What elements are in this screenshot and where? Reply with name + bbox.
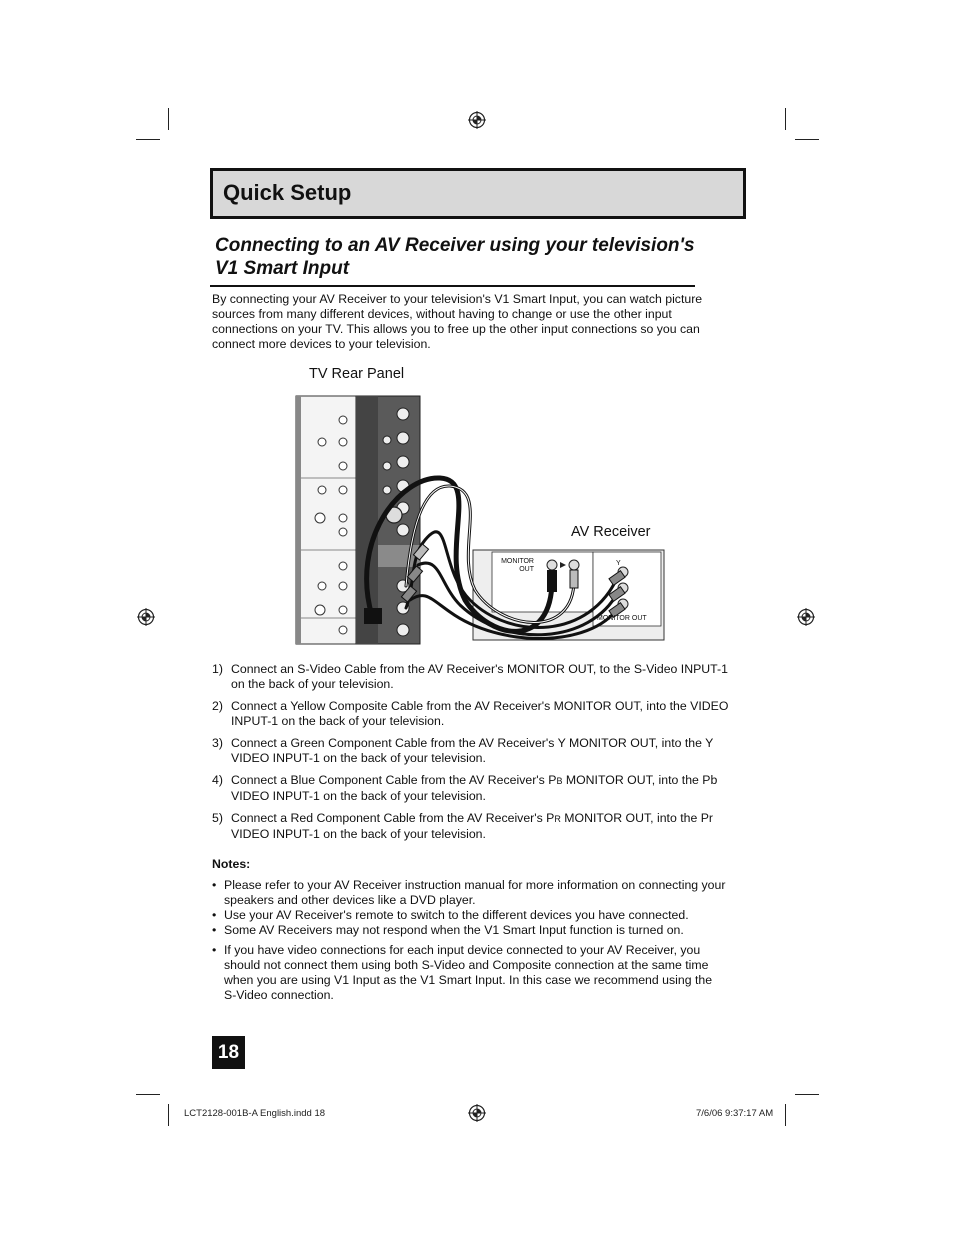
svideo-plug-receiver [547, 570, 557, 592]
composite-plug-receiver [570, 570, 578, 588]
step-text: Connect a Blue Component Cable from the AV Receiver's P [231, 773, 557, 787]
monitor-out-line: OUT [519, 566, 534, 573]
step-number: 3) [212, 736, 223, 750]
crop-mark [136, 1094, 160, 1095]
registration-mark-icon [468, 111, 486, 129]
intro-line: sources from many different devices, without having to change or use the other input [212, 307, 672, 321]
bullet: • [212, 878, 217, 892]
intro-paragraph [212, 292, 742, 352]
av-receiver-label: AV Receiver [571, 524, 651, 540]
footer-timestamp: 7/6/06 9:37:17 AM [696, 1108, 774, 1119]
step-line: Connect a Yellow Composite Cable from the AV Receiver's MONITOR OUT, into the VIDEO [231, 699, 729, 713]
tv-rear-panel-label: TV Rear Panel [309, 366, 405, 382]
crop-mark [168, 1104, 169, 1126]
step-line: VIDEO INPUT-1 on the back of your television. [231, 751, 486, 765]
note-line: Some AV Receivers may not respond when the V1 Smart Input function is turned on. [224, 923, 684, 937]
title-underline [210, 285, 695, 287]
component-monitor-out-label: MONITOR OUT [597, 615, 647, 622]
subscript-r: R [554, 814, 561, 824]
note-line: Use your AV Receiver's remote to switch to the different devices you have connected. [224, 908, 689, 922]
step-line: VIDEO INPUT-1 on the back of your television. [231, 827, 486, 841]
step-line: Connect a Green Component Cable from the AV Receiver's Y MONITOR OUT, into the Y [231, 736, 714, 750]
bullet: • [212, 943, 217, 957]
note-line: S-Video connection. [224, 988, 334, 1002]
section-title [215, 234, 705, 280]
footer-file-name: LCT2128-001B-A English.indd 18 [184, 1108, 326, 1119]
monitor-out-label [490, 558, 534, 574]
note-line: If you have video connections for each input device connected to your AV Receiver, you [224, 943, 701, 957]
page-title: Quick Setup [223, 180, 352, 205]
notes-heading: Notes: [212, 857, 251, 871]
connection-diagram [290, 390, 670, 648]
step-line: INPUT-1 on the back of your television. [231, 714, 445, 728]
registration-mark-icon [468, 1104, 486, 1122]
step-number: 5) [212, 811, 223, 825]
monitor-out-line: MONITOR [501, 558, 534, 565]
intro-line: connections on your TV. This allows you to free up the other input connections so you can [212, 322, 700, 336]
crop-mark [785, 108, 786, 130]
tv-panel-edge [296, 396, 301, 644]
crop-mark [795, 139, 819, 140]
step-number: 1) [212, 662, 223, 676]
registration-mark-icon [797, 608, 815, 626]
subscript-b: B [556, 776, 563, 786]
crop-mark [136, 139, 160, 140]
step-line: VIDEO INPUT-1 on the back of your television. [231, 789, 486, 803]
step-item [212, 811, 744, 842]
step-number: 4) [212, 773, 223, 787]
notes-list [212, 878, 744, 1003]
step-text: MONITOR OUT, into the Pr [560, 811, 714, 825]
page-number: 18 [212, 1036, 245, 1069]
note-line: should not connect them using both S-Video and Composite connection at the same time [224, 958, 709, 972]
step-text: MONITOR OUT, into the Pb [562, 773, 718, 787]
step-text: Connect a Red Component Cable from the AV Receiver's P [231, 811, 555, 825]
steps-list [212, 662, 744, 849]
step-number: 2) [212, 699, 223, 713]
step-item [212, 773, 744, 804]
bullet: • [212, 908, 217, 922]
section-title-line: V1 Smart Input [215, 258, 350, 279]
intro-line: By connecting your AV Receiver to your television's V1 Smart Input, you can watch picture [212, 292, 703, 306]
step-item [212, 662, 744, 692]
crop-mark [795, 1094, 819, 1095]
header-banner [210, 168, 746, 219]
crop-mark [168, 108, 169, 130]
step-line: Connect an S-Video Cable from the AV Receiver's MONITOR OUT, to the S-Video INPUT-1 [231, 662, 728, 676]
note-line: speakers and other devices like a DVD player. [224, 893, 476, 907]
note-item [212, 908, 744, 923]
svideo-plug-tv [364, 608, 382, 624]
composite-jack-receiver [569, 560, 579, 570]
step-line: on the back of your television. [231, 677, 394, 691]
component-y-label: Y [616, 560, 621, 567]
bullet: • [212, 923, 217, 937]
step-line [231, 811, 713, 827]
step-line [231, 773, 717, 789]
step-item [212, 699, 744, 729]
registration-mark-icon [137, 608, 155, 626]
note-line: Please refer to your AV Receiver instruction manual for more information on connecting your [224, 878, 726, 892]
step-item [212, 736, 744, 766]
section-title-line: Connecting to an AV Receiver using your television's [215, 235, 695, 256]
intro-line: connect more devices to your television. [212, 337, 431, 351]
note-item [212, 878, 744, 908]
crop-mark [785, 1104, 786, 1126]
svideo-jack-receiver [547, 560, 557, 570]
note-item [212, 923, 744, 938]
note-line: when you are using V1 Input as the V1 Smart Input. In this case we recommend using the [224, 973, 713, 987]
note-item [212, 943, 744, 1003]
